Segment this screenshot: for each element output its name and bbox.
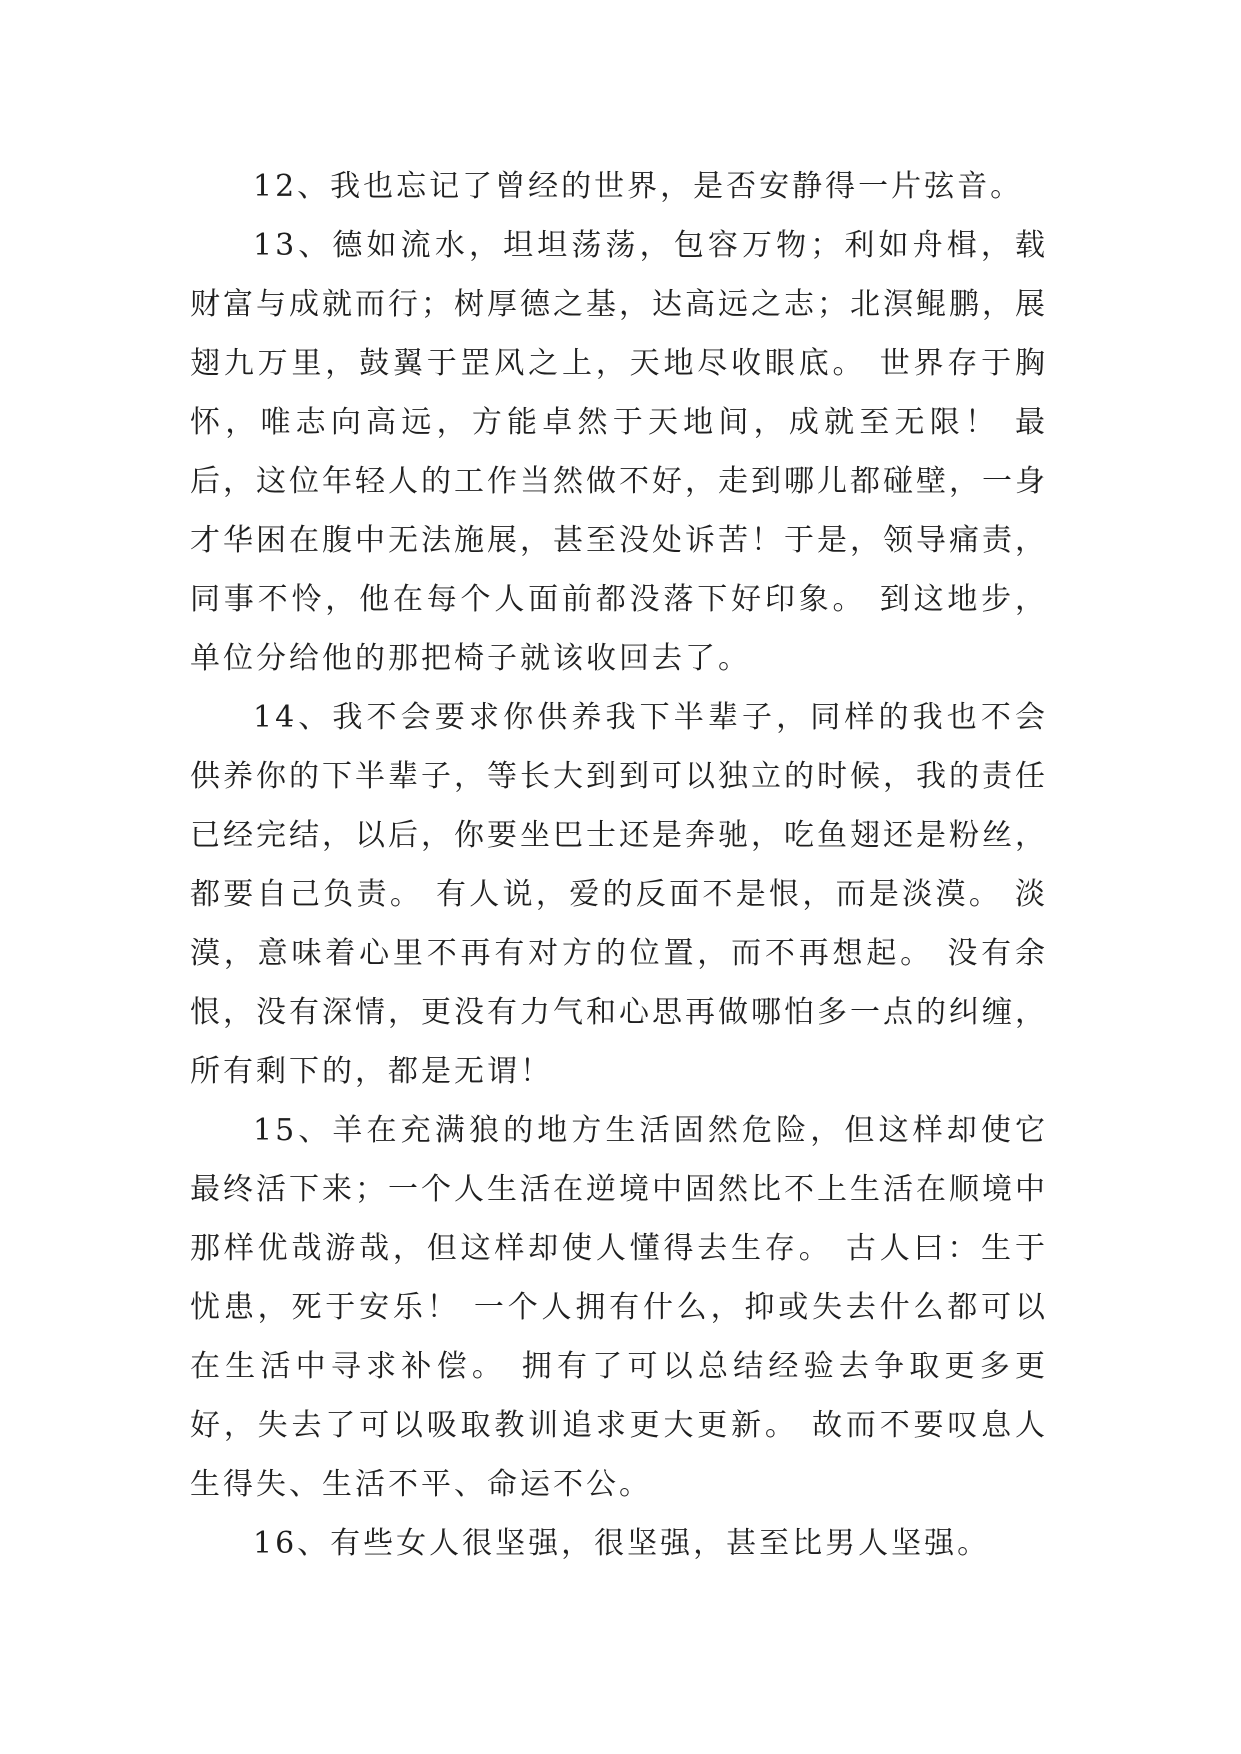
paragraph-13: 13、德如流水，坦坦荡荡，包容万物；利如舟楫，载财富与成就而行；树厚德之基，达高远之志；北溟鲲鹏，展翅九万里，鼓翼于罡风之上，天地尽收眼底。 世界存于胸怀，唯志向高远，方能卓然于天地间，成就至无限！ 最后，这位年轻人的工作当然做不好，走到哪儿都碰壁，一身才华困在腹中无法施展，甚至没处诉苦！于是，领导痛责，同事不怜，他在每个人面前都没落下好印象。 到这地步，单位分给他的那把椅子就该收回去了。 <box>190 228 1048 676</box>
paragraph-12: 12、我也忘记了曾经的世界，是否安静得一片弦音。 <box>253 169 1024 204</box>
paragraph-15: 15、羊在充满狼的地方生活固然危险，但这样却使它最终活下来；一个人生活在逆境中固然比不上生活在顺境中那样优哉游哉，但这样却使人懂得去生存。 古人曰：生于忧患，死于安乐！ 一个人拥有什么，抑或失去什么都可以在生活中寻求补偿。 拥有了可以总结经验去争取更多更好，失去了可以吸取教训追求更大更新。 故而不要叹息人生得失、生活不平、命运不公。 <box>190 1113 1048 1502</box>
paragraph-16: 16、有些女人很坚强，很坚强，甚至比男人坚强。 <box>253 1526 991 1561</box>
paragraph-14: 14、我不会要求你供养我下半辈子，同样的我也不会供养你的下半辈子，等长大到到可以独立的时候，我的责任已经完结，以后，你要坐巴士还是奔驰，吃鱼翅还是粉丝，都要自己负责。 有人说，爱的反面不是恨，而是淡漠。 淡漠，意味着心里不再有对方的位置，而不再想起。 没有余恨，没有深情，更没有力气和心思再做哪怕多一点的纠缠，所有剩下的，都是无谓！ <box>190 700 1048 1089</box>
document-body <box>190 157 1048 1573</box>
